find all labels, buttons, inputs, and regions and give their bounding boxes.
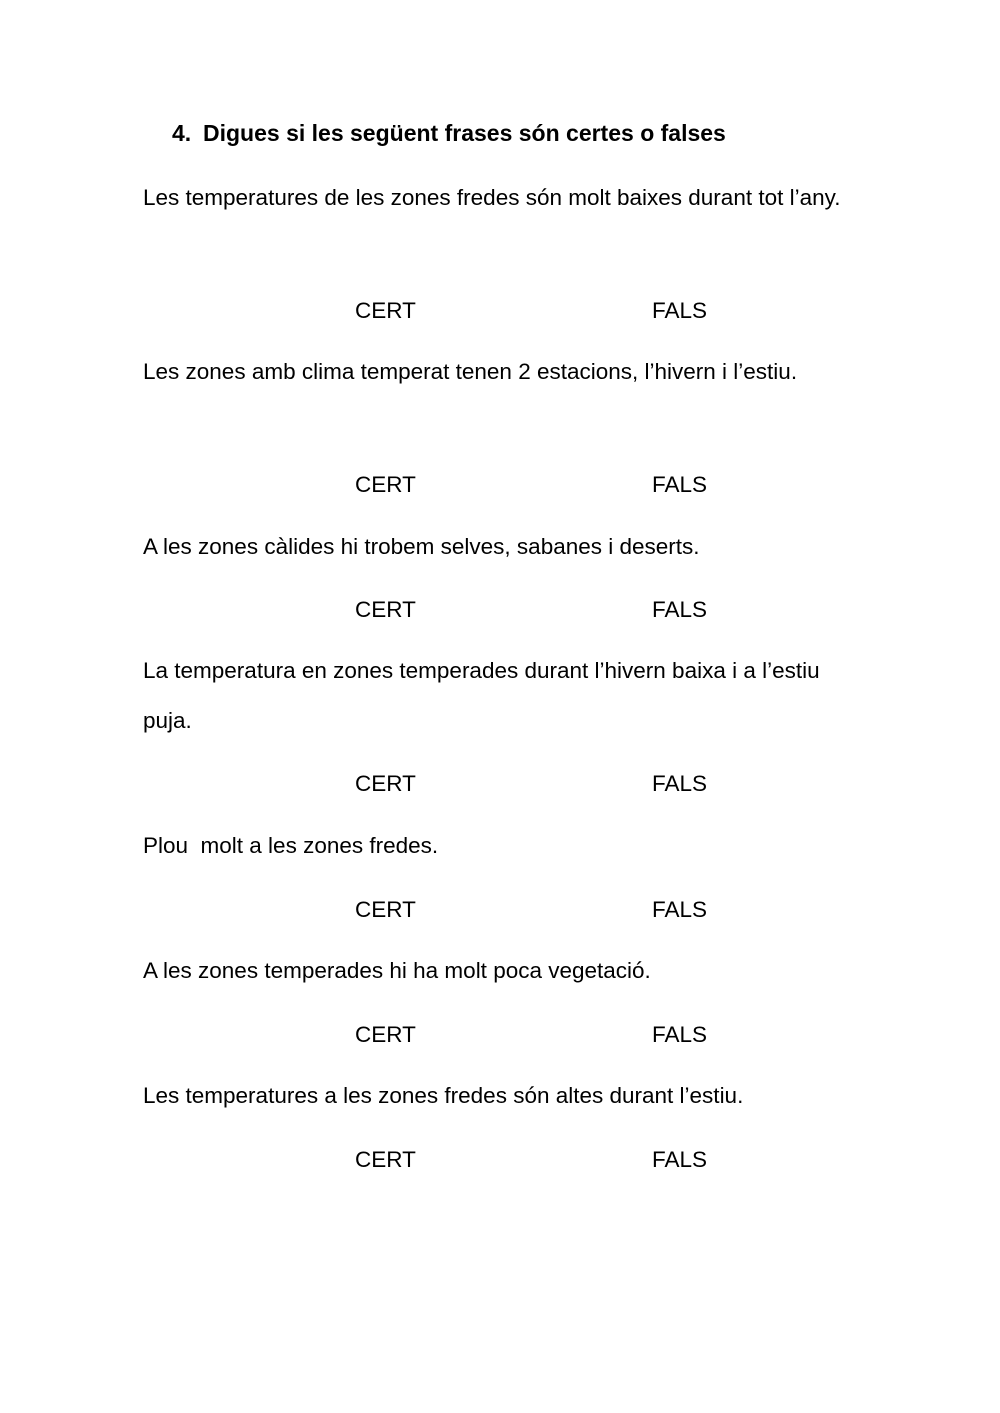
question-6-fals-option[interactable]: FALS	[652, 1022, 708, 1047]
question-4-cert-option[interactable]: CERT	[355, 771, 416, 796]
question-7-cert-option[interactable]: CERT	[355, 1147, 416, 1172]
question-3-cert-option[interactable]: CERT	[355, 597, 416, 622]
question-5-fals-option[interactable]: FALS	[652, 897, 708, 922]
question-7-fals-option[interactable]: FALS	[652, 1147, 708, 1172]
question-5-cert-option[interactable]: CERT	[355, 897, 416, 922]
question-6-text: A les zones temperades hi ha molt poca vegetació.	[143, 958, 651, 983]
question-4-fals-option[interactable]: FALS	[652, 771, 708, 796]
exercise-number: 4.	[172, 120, 192, 146]
question-3-fals-option[interactable]: FALS	[652, 597, 708, 622]
question-2-cert-option[interactable]: CERT	[355, 472, 416, 497]
question-1-text: Les temperatures de les zones fredes són molt baixes durant tot l’any.	[143, 185, 841, 210]
question-2-fals-option[interactable]: FALS	[652, 472, 708, 497]
question-1-cert-option[interactable]: CERT	[355, 298, 416, 323]
question-5-text: Plou molt a les zones fredes.	[143, 833, 439, 858]
question-1-fals-option[interactable]: FALS	[652, 298, 708, 323]
question-3-text: A les zones càlides hi trobem selves, sabanes i deserts.	[143, 534, 700, 559]
exercise-instruction: Digues si les següent frases són certes o falses	[203, 120, 726, 146]
exercise-heading	[172, 120, 726, 147]
question-2-text: Les zones amb clima temperat tenen 2 estacions, l’hivern i l’estiu.	[143, 359, 798, 384]
question-7-text: Les temperatures a les zones fredes són altes durant l’estiu.	[143, 1083, 744, 1108]
question-4-text: La temperatura en zones temperades durant l’hivern baixa i a l’estiu puja.	[143, 658, 820, 733]
question-6-cert-option[interactable]: CERT	[355, 1022, 416, 1047]
